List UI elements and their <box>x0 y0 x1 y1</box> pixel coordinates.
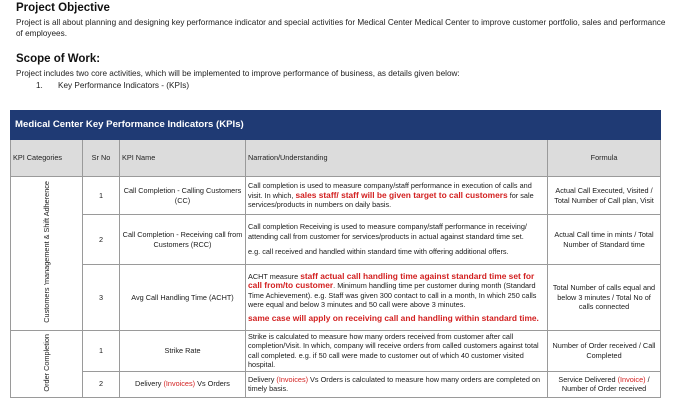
kpi-name-cell: Call Completion - Receiving call from Customers (RCC) <box>120 215 246 265</box>
table-row <box>11 215 661 265</box>
scope-item-number: 1. <box>36 81 43 90</box>
kpi-name-cell <box>120 371 246 397</box>
narration-text: Call completion is used to measure company/staff performance in execution of calls and visit. In which, <box>248 181 532 200</box>
sr-no-cell: 3 <box>83 265 120 331</box>
category-label: Customers 'management & Shift Adherence <box>41 181 51 324</box>
scope-list-item <box>36 80 189 91</box>
kpi-table-title: Medical Center Key Performance Indicators (KPIs) <box>11 111 661 140</box>
kpi-table <box>10 110 661 398</box>
narration-text: Delivery <box>248 374 277 384</box>
kpi-name-cell: Call Completion - Calling Customers (CC) <box>120 177 246 215</box>
sr-no-cell: 2 <box>83 371 120 397</box>
kpi-name-text: Vs Orders <box>195 379 230 389</box>
narration-text: for sale services/products in numbers on daily basis. <box>248 190 534 210</box>
header-kpi-name: KPI Name <box>120 140 246 177</box>
formula-text: / Number of Order received <box>561 374 650 394</box>
formula-cell: Number of Order received / Call Completed <box>548 331 661 372</box>
kpi-name-highlight: (Invoices) <box>163 379 196 389</box>
table-row <box>11 177 661 215</box>
table-row <box>11 265 661 331</box>
narration-cell <box>246 265 548 331</box>
formula-highlight: (Invoice) <box>617 374 646 384</box>
narration-text: ACHT measure <box>248 271 301 281</box>
kpi-name-text: Delivery <box>135 379 164 389</box>
header-formula: Formula <box>548 140 661 177</box>
narration-text: . Minimum handling time per customer during month (Standard Time Achievement). e.g. Staff was given 300 contact to call in a month, In which 250 calls were equal and below 3 minutes and 50 call were above 3 minutes. <box>248 281 537 310</box>
narration-cell <box>246 215 548 265</box>
formula-cell: Total Number of calls equal and below 3 minutes / Total No of calls connected <box>548 265 661 331</box>
scope-paragraph: Project includes two core activities, which will be implemented to improve performance of business, as details given below: <box>16 69 460 78</box>
objective-heading: Project Objective <box>16 2 110 14</box>
narration-cell: Strike is calculated to measure how many orders received from customer after call completion/Visit. In which, company will receive orders from called customers against total call completed. e.g. if 50 call were made to customer out of which 40 customer visited hospital. <box>246 331 548 372</box>
category-cell-order-completion <box>11 331 83 398</box>
narration-highlight: same case will apply on receiving call and handling within standard time. <box>248 312 539 323</box>
kpi-table-title-row <box>11 111 661 140</box>
category-label: Order Completion <box>41 333 51 392</box>
kpi-name-cell: Strike Rate <box>120 331 246 372</box>
formula-text: Service Delivered <box>558 374 618 384</box>
narration-cell <box>246 371 548 397</box>
scope-heading: Scope of Work: <box>16 53 101 65</box>
scope-item-text: Key Performance Indicators - (KPIs) <box>58 81 190 90</box>
sr-no-cell: 1 <box>83 177 120 215</box>
narration-text: Call completion Receiving is used to measure company/staff performance in receiving/ attending call from customer for services/products in actual against standard time set. <box>248 222 527 241</box>
table-row <box>11 331 661 372</box>
header-narration: Narration/Understanding <box>246 140 548 177</box>
sr-no-cell: 1 <box>83 331 120 372</box>
formula-cell: Actual Call time in mints / Total Number of Standard time <box>548 215 661 265</box>
kpi-name-cell: Avg Call Handling Time (ACHT) <box>120 265 246 331</box>
category-cell-customers <box>11 177 83 331</box>
header-kpi-categories: KPI Categories <box>11 140 83 177</box>
narration-highlight: staff actual call handling time against standard time set for call from/to customer <box>248 270 535 291</box>
formula-cell: Actual Call Executed, Visited / Total Number of Call plan, Visit <box>548 177 661 215</box>
narration-highlight: sales staff/ staff will be given target to call customers <box>295 189 508 200</box>
narration-cell <box>246 177 548 215</box>
kpi-table-header-row <box>11 140 661 177</box>
table-row <box>11 371 661 397</box>
objective-paragraph: Project is all about planning and designing key performance indicator and special activities for Medical Center Medical Center to improve customer portfolio, sales and performance of employees. <box>16 18 666 38</box>
formula-cell <box>548 371 661 397</box>
sr-no-cell: 2 <box>83 215 120 265</box>
narration-text: Vs Orders is calculated to measure how many orders are completed on timely basis. <box>248 374 541 394</box>
narration-text: e.g. call received and handled within standard time with offering additional offers. <box>248 247 509 257</box>
narration-highlight: (Invoices) <box>276 374 309 384</box>
header-sr-no: Sr No <box>83 140 120 177</box>
